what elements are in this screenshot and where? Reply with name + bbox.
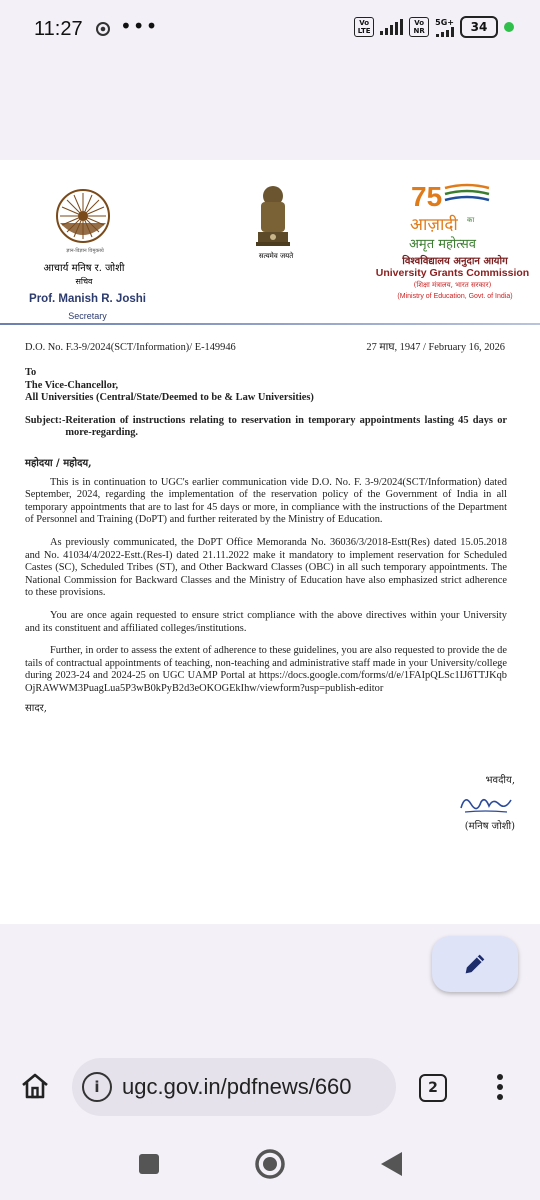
pencil-icon [461,950,489,978]
paragraph-4: Further, in order to assess the extent of adherence to these guidelines, you are also requested to provide the details of contractual appointments of teaching, non-teaching and administrative staff made in your University/college during 2023-24 and 2024-25 on UGC UAMP Portal at https://docs.google.com/forms/d/e/1FAIpQLSc1IJ6TTJKqbOjRAWWM3PuagLua5P3wB0kPyB2d3eOKOGEkIhw/viewform?usp=publish-editor [25,645,507,694]
ministry-english: (Ministry of Education, Govt. of India) [397,293,513,300]
address-bar[interactable] [72,1058,396,1116]
battery-icon: 34 [460,16,498,38]
subject-text: Reiteration of instructions relating to reservation in temporary appointments lasting 45 days or more-regarding. [65,414,507,439]
ugc-name-hindi: विश्वविद्यालय अनुदान आयोग [402,256,508,267]
ministry-hindi: (शिक्षा मंत्रालय, भारत सरकार) [413,281,492,289]
more-options-icon[interactable] [494,1072,506,1102]
tab-switcher-button[interactable]: 2 [419,1074,447,1102]
home-nav-button[interactable] [254,1148,286,1180]
signature-block [405,772,515,832]
to-line-2: All Universities (Central/State/Deemed to be & Law Universities) [25,392,314,404]
privacy-indicator-icon [504,22,514,32]
paragraph-3: You are once again requested to ensure strict compliance with the above directives within your University and its constituent and affiliated colleges/institutions. [25,609,507,634]
azadi-ka-amrit-mahotsav-logo [405,180,495,254]
recents-button[interactable] [137,1152,161,1176]
letterhead [0,160,540,332]
salutation: महोदया / महोदय, [25,457,92,469]
azadi-small-text: का [467,216,475,224]
secretary-title: Secretary [68,311,107,321]
secretary-name: Prof. Manish R. Joshi [29,293,146,305]
vonr-icon: Vo NR [409,17,429,37]
closing: सादर, [25,703,47,715]
more-notifications-icon: ••• [120,14,159,38]
national-emblem-icon [250,182,296,252]
signature-image [455,792,515,816]
to-label: To [25,367,37,378]
status-time: 11:27 [34,18,83,40]
signatory-name: (मनिष जोशी) [464,821,515,832]
paragraph-2: As previously communicated, the DoPT Office Memoranda No. 36036/3/2018-Estt(Res) dated 15.05.2018 and No. 41034/4/2022-Estt.(Res-I) dated 21.11.2022 make it mandatory to implement reservation for Scheduled Castes (SC), Scheduled Tribes (ST), and Other Backward Classes (OBC) in all such temporary appointments. The National Commission for Backward Classes and the Ministry of Education have also emphasized strict adherence to these provisions. [25,536,507,599]
letterhead-divider [0,323,540,325]
signal-icon-2 [436,27,454,37]
subject [25,415,507,440]
svg-text:75: 75 [411,181,443,212]
site-info-icon[interactable]: i [82,1072,112,1102]
paragraph-1: This is in continuation to UGC's earlier communication vide D.O. No. F. 3-9/2024(SCT/Information) dated September, 2024, regarding the implementation of the reservation policy of the Government of India in all temporary appointments that are to last for 45 days or more, in compliance with the instructions of the Department of Personnel and Training (DoPT) and further reiterated by the Ministry of Education. [25,476,507,526]
pdf-page[interactable] [0,160,540,924]
signal-icon [380,19,403,35]
ugc-name: University Grants Commission [375,267,530,279]
letter-date: 27 माघ, 1947 / February 16, 2026 [366,342,505,353]
url-text: ugc.gov.in/pdfnews/660 [122,1074,352,1099]
status-bar [0,0,540,62]
azadi-text: आज़ादी [410,215,458,235]
amrit-mahotsav-text: अमृत महोत्सव [409,237,477,252]
emblem-motto: सत्यमेव जयते [258,252,294,260]
secretary-title-hindi: सचिव [75,277,93,286]
yours-faithfully: भवदीय, [485,775,515,786]
letter-body [25,338,507,716]
secretary-name-hindi: आचार्य मनिष र. जोशी [43,263,125,274]
chrome-icon [96,22,110,36]
home-icon[interactable] [20,1072,50,1100]
edit-button[interactable] [432,936,518,992]
reference-number: D.O. No. F.3-9/2024(SCT/Information)/ E-149946 [25,342,236,353]
seal-caption: ज्ञान-विज्ञान विमुक्तये [66,248,104,254]
ugc-seal-icon [52,185,114,247]
browser-toolbar [0,1048,540,1138]
network-type: 5G+ [435,18,454,37]
letter-meta [25,338,507,354]
to-line-1: The Vice-Chancellor, [25,379,119,391]
back-button[interactable] [378,1150,404,1178]
addressee [25,367,507,405]
subject-label: Subject:- [25,414,66,426]
status-icons [354,16,514,38]
volte-icon: Vo LTE [354,17,374,37]
system-navigation-bar [0,1140,540,1200]
